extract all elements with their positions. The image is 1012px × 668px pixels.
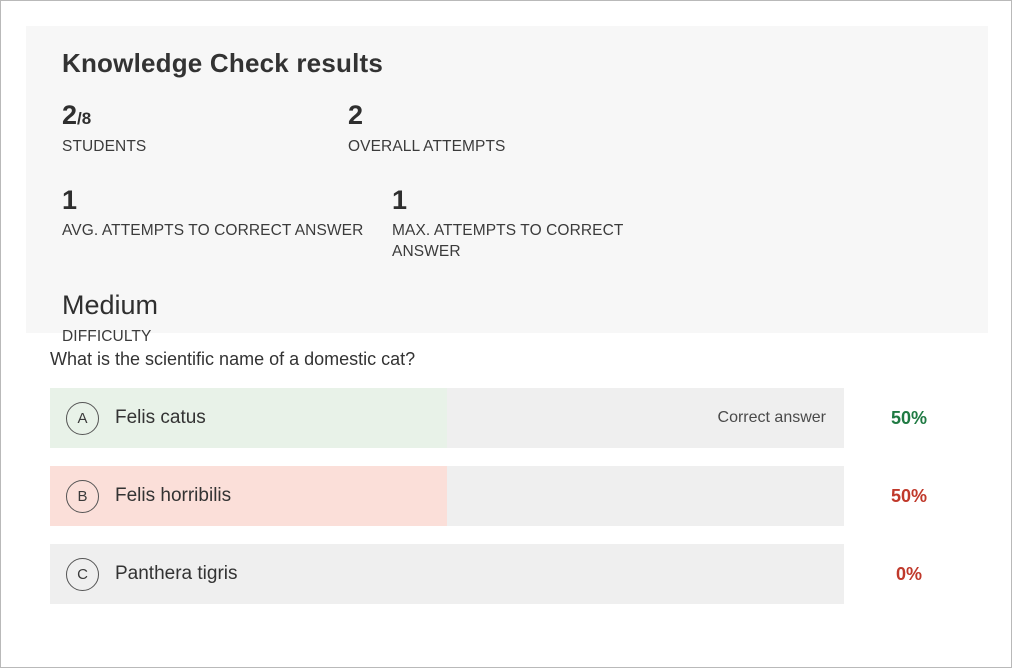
answer-row [50,388,988,448]
stats-grid [62,101,952,376]
stat-difficulty-label: DIFFICULTY [62,327,152,345]
answer-text-c: Panthera tigris [115,563,238,584]
stat-overall-attempts-label: OVERALL ATTEMPTS [348,137,506,155]
stat-avg-attempts-value: 1 [62,184,78,215]
answer-percent-c: 0% [895,563,922,584]
answer-letter-badge-b: B [66,480,99,513]
answer-text-b: Felis horribilis [115,485,232,506]
stat-overall-attempts [348,101,634,158]
stat-max-attempts-value: 1 [392,184,408,215]
answer-percent-b: 50% [890,485,928,506]
question-text: What is the scientific name of a domestic cat? [50,349,416,369]
answer-content-a [50,388,844,448]
stat-max-attempts-label: MAX. ATTEMPTS TO CORRECT ANSWER [392,222,624,261]
answer-row [50,466,988,526]
summary-panel [26,26,988,345]
answer-row [50,544,988,604]
stat-students-number: 2 [62,100,78,130]
answer-letter-badge-a: A [66,402,99,435]
stat-students-label: STUDENTS [62,137,147,155]
answer-bar-b [50,466,844,526]
stat-avg-attempts [62,186,392,264]
stat-students-value [62,101,332,131]
stat-overall-attempts-value: 2 [348,100,364,130]
answer-content-b [50,466,844,526]
answer-letter-badge-c: C [66,558,99,591]
stat-max-attempts [392,186,678,264]
page-title: Knowledge Check results [62,48,384,78]
stat-avg-attempts-label: AVG. ATTEMPTS TO CORRECT ANSWER [62,222,364,240]
answer-bar-a [50,388,844,448]
stat-students-denominator: /8 [77,109,92,128]
correct-answer-tag: Correct answer [717,409,826,426]
question-block [26,349,988,622]
answer-bar-c [50,544,844,604]
answer-content-c [50,544,844,604]
answer-text-a: Felis catus [115,407,206,428]
answer-percent-a: 50% [890,407,928,428]
stat-difficulty-value: Medium [62,290,159,321]
stat-difficulty [62,291,348,348]
stat-students [62,101,348,158]
